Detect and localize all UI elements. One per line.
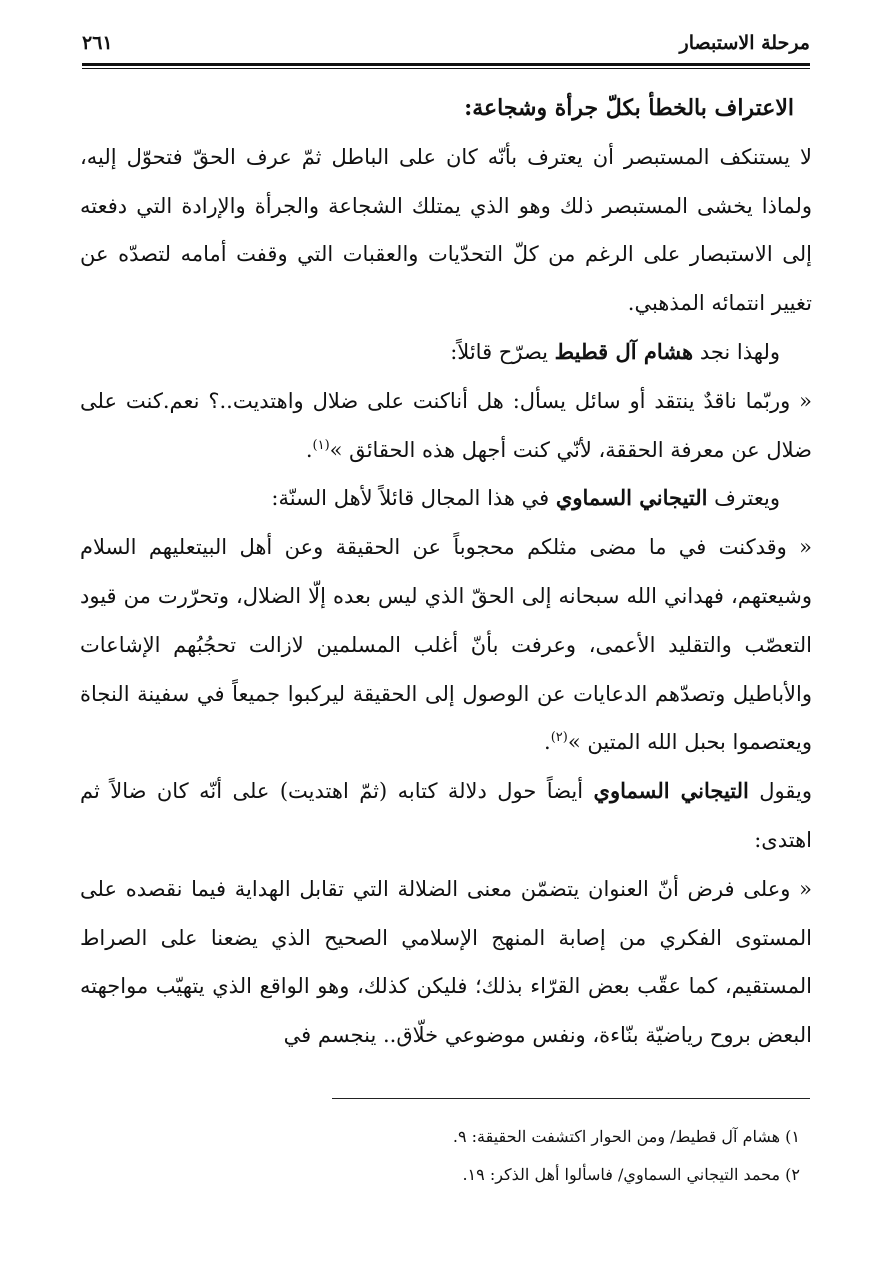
text-segment: ويعترف (707, 486, 780, 511)
person-name: التيجاني السماوي (593, 778, 749, 804)
paragraph-hisham-intro (80, 328, 812, 377)
quote-hisham: « وربّما ناقدٌ ينتقد أو سائل يسأل: هل أناكنت على ضلال واهتديت..؟ نعم.كنت على ضلال عن معرفة الحققة، لأنّي كنت أجهل هذه الحقائق »$^{(١)}$. (80, 388, 812, 462)
footnote-item: ١) هشام آل قطيط/ ومن الحوار اكتشفت الحقيقة: ٩. (452, 1127, 800, 1146)
header-rule-thick (82, 63, 810, 66)
page-number: ٢٦١ (82, 32, 113, 54)
text-segment: في هذا المجال قائلاً لأهل السنّة: (271, 486, 556, 511)
section-heading: الاعتراف بالخطأ بكلّ جرأة وشجاعة: (464, 95, 794, 121)
person-name: التيجاني السماوي (555, 485, 708, 511)
paragraph-tijani-intro (80, 474, 812, 523)
footnote-ref: (١) (312, 437, 330, 453)
running-header (82, 30, 810, 62)
quote-tijani-book: « وعلى فرض أنّ العنوان يتضمّن معنى الضلالة التي تقابل الهداية فيما نقصده على المستوى الفكري من إصابة المنهج الإسلامي الصحيح الذي يضعنا على الصراط المستقيم، كما عقّب بعض القرّاء بذلك؛ فليكن كذلك، وهو الواقع الذي يتهيّب مواجهته البعض بروح رياضيّة بنّاءة، ونفس موضوعي خلّاق.. ينجسم في (80, 876, 812, 1048)
quote-text: « وربّما ناقدٌ ينتقد أو سائل يسأل: هل أناكنت على ضلال واهتديت..؟ نعم.كنت على ضلال عن معرفة الحققة، لأنّي كنت أجهل هذه الحقائق » (80, 388, 812, 462)
paragraph-tijani-book (80, 767, 812, 865)
text-segment: يصرّح قائلاً: (450, 339, 555, 364)
text-segment: ولهذا نجد (693, 339, 780, 364)
text-segment: أيضاً حول دلالة كتابه (ثمّ اهتديت) على أنّه كان ضالاً ثم اهتدى: (80, 779, 812, 852)
person-name: هشام آل قطيط (554, 338, 694, 364)
text-segment: ويقول (748, 779, 813, 804)
footnotes (80, 1118, 800, 1194)
quote-text: « وقدكنت في ما مضى مثلكم محجوباً عن الحقيقة وعن أهل البيتعليهم السلام وشيعتهم، فهداني الله سبحانه إلى الحقّ الذي ليس بعده إلّا الضلال، وتحرّرت من قيود التعصّب والتقليد الأعمى، وعرفت بأنّ أغلب المسلمين لازالت تحجُبُهم الإشاعات والأباطيل وتصدّهم الدعايات عن الوصول إلى الحقيقة ليركبوا جميعاً في سفينة النجاة ويعتصموا بحبل الله المتين » (80, 535, 812, 755)
footnote-separator (332, 1098, 810, 1099)
header-rule-thin (82, 68, 810, 69)
quote-tijani: « وقدكنت في ما مضى مثلكم محجوباً عن الحقيقة وعن أهل البيتعليهم السلام وشيعتهم، فهداني الله سبحانه إلى الحقّ الذي ليس بعده إلّا الضلال، وتحرّرت من قيود التعصّب والتقليد الأعمى، وعرفت بأنّ أغلب المسلمين لازالت تحجُبُهم الإشاعات والأباطيل وتصدّهم الدعايات عن الوصول إلى الحقيقة ليركبوا جميعاً في سفينة النجاة ويعتصموا بحبل الله المتين »$^{(٢)}$. (80, 535, 812, 755)
main-text (80, 84, 812, 1060)
footnote-ref: (٢) (550, 730, 568, 746)
chapter-title: مرحلة الاستبصار (679, 32, 810, 54)
footnote-item: ٢) محمد التيجاني السماوي/ فاسألوا أهل الذكر: ١٩. (462, 1165, 800, 1184)
paragraph-intro: لا يستنكف المستبصر أن يعترف بأنّه كان على الباطل ثمّ عرف الحقّ فتحوّل إليه، ولماذا يخشى المستبصر ذلك وهو الذي يمتلك الشجاعة والجرأة والإرادة التي دفعته إلى الاستبصار على الرغم من كلّ التحدّيات والعقبات التي وقفت أمامه لتصدّه عن تغيير انتمائه المذهبي. (80, 144, 812, 316)
